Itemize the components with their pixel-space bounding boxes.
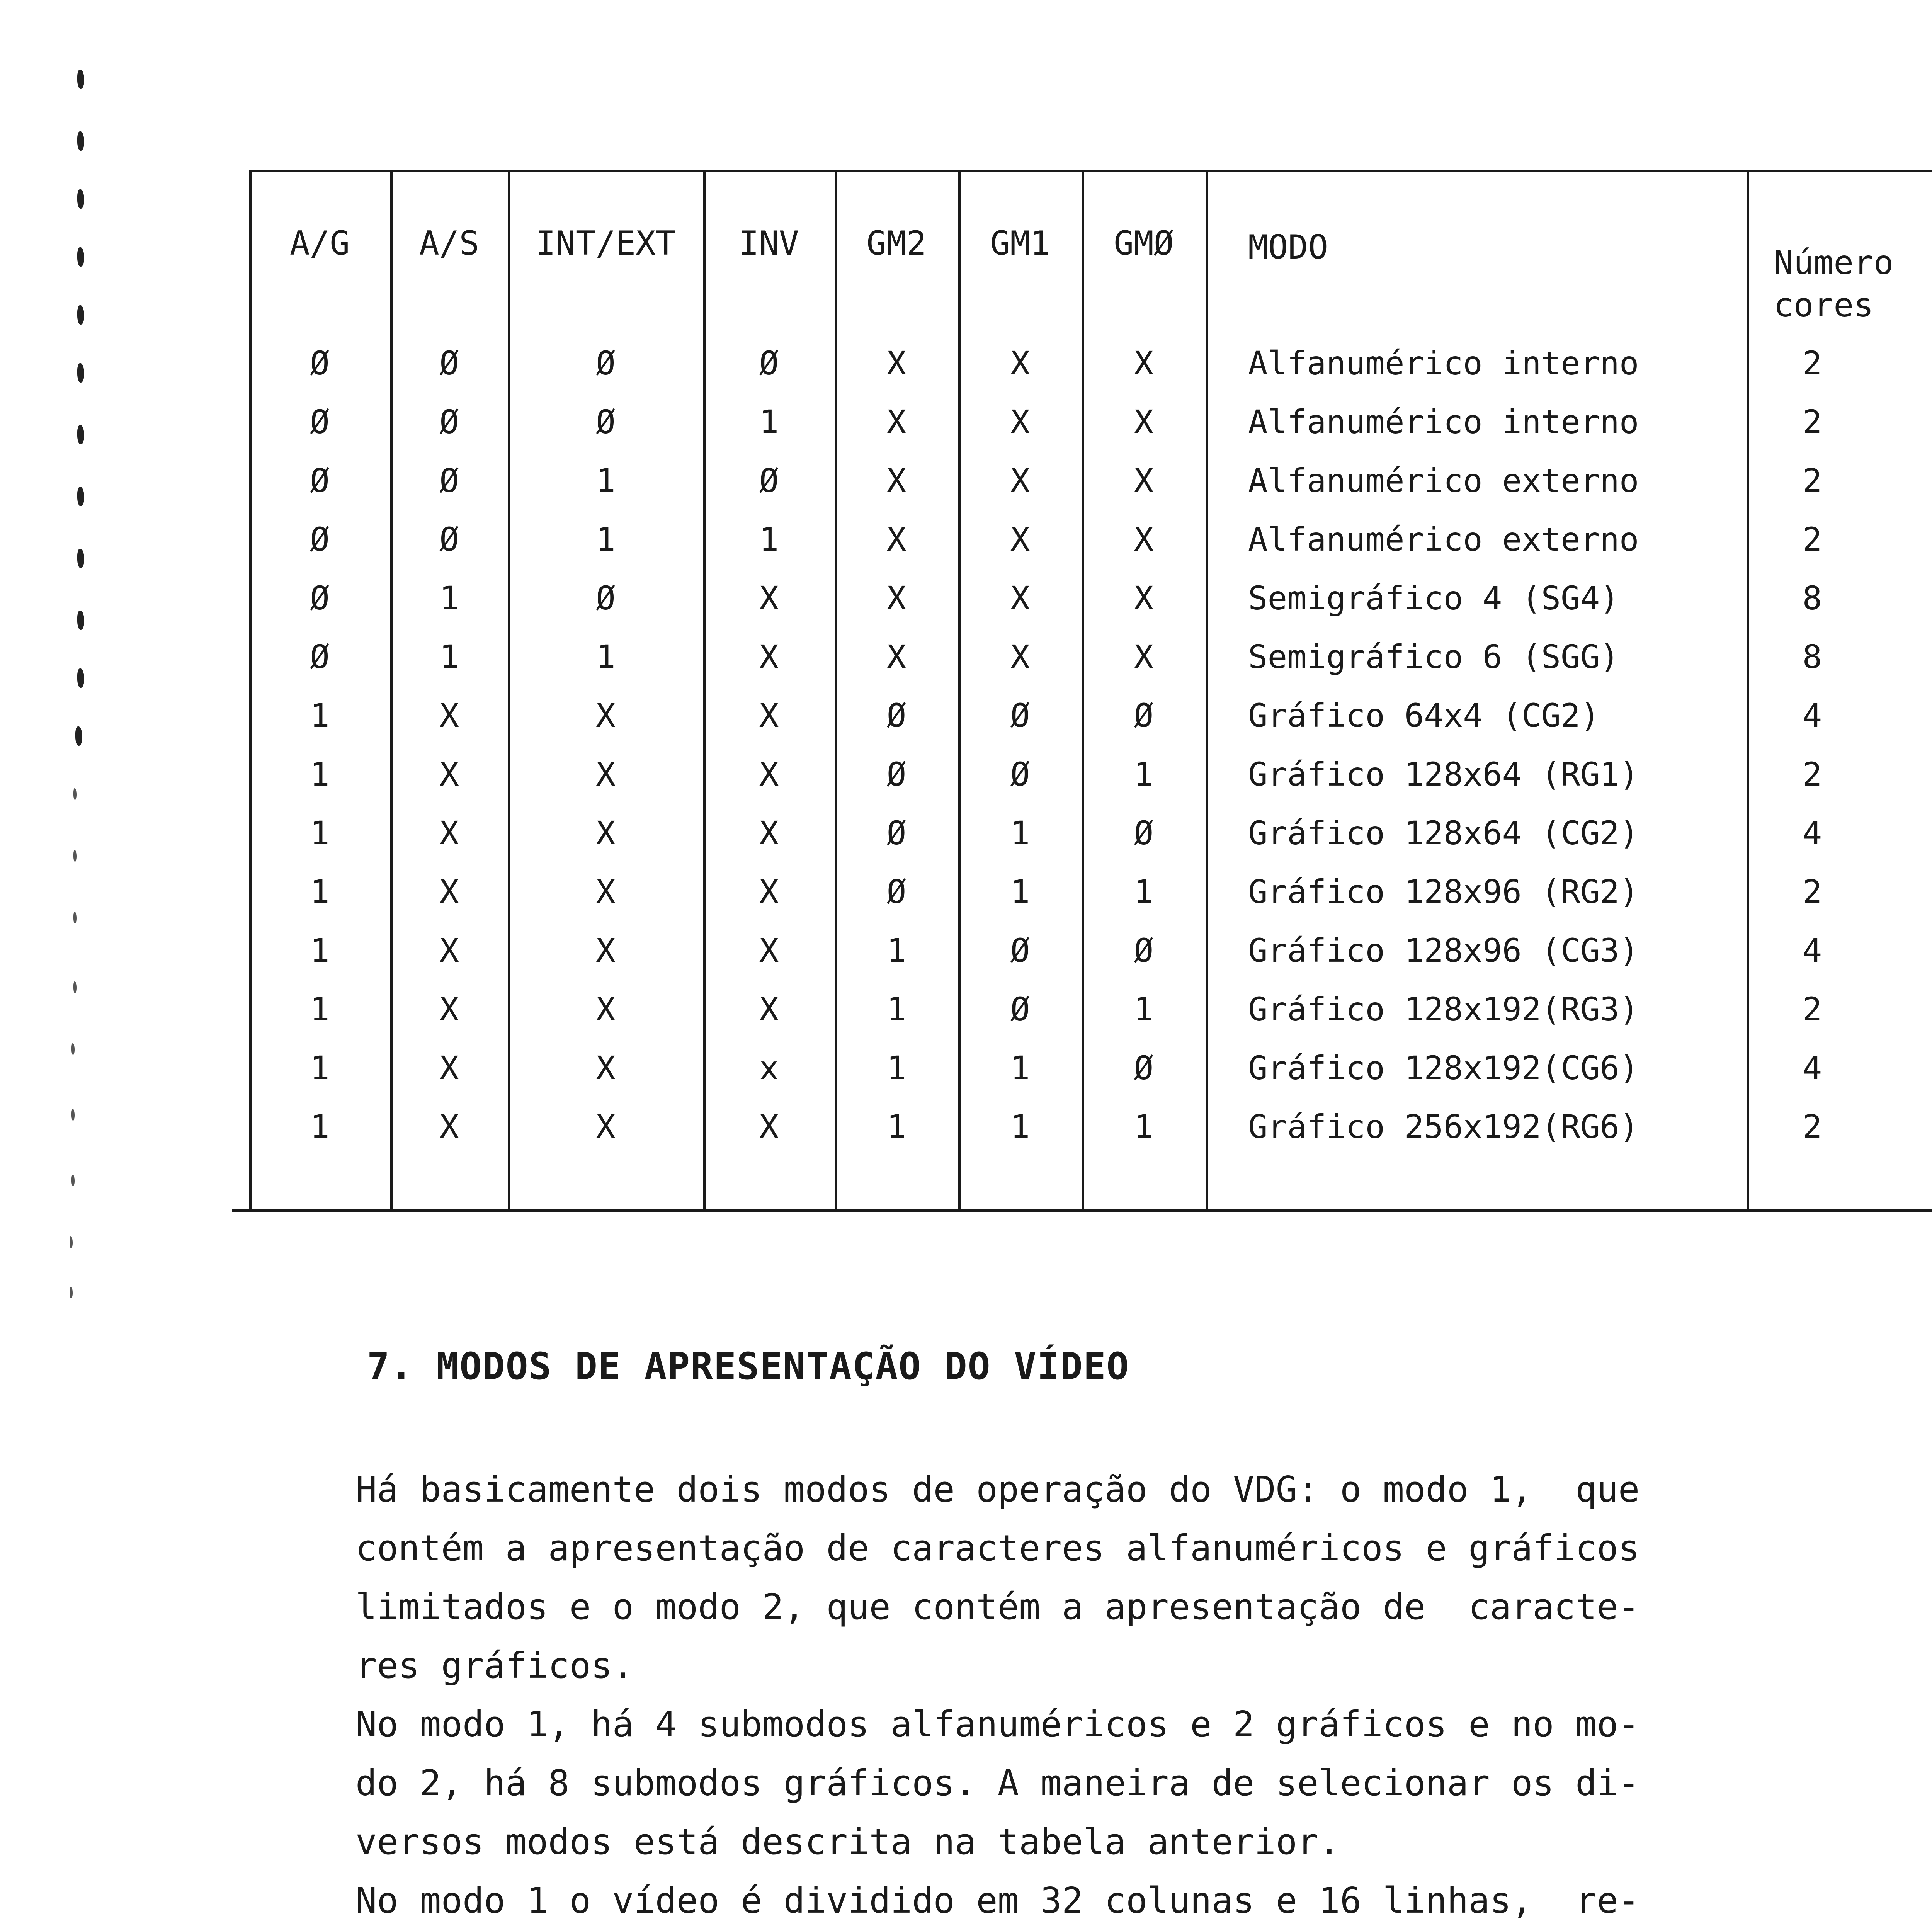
cell-as: X [439, 1049, 459, 1087]
col-divider [1206, 170, 1208, 1212]
cell-gm0: X [1134, 520, 1154, 558]
cell-as: 1 [439, 579, 459, 617]
cell-modo: Alfanumérico interno [1248, 344, 1639, 382]
cell-cores: 8 [1802, 579, 1822, 617]
cell-modo: Gráfico 128x192(RG3) [1248, 990, 1639, 1028]
cell-gm0: X [1134, 579, 1154, 617]
cell-int-ext: X [596, 1108, 616, 1146]
header-modo: MODO [1248, 228, 1328, 267]
cell-ag: 1 [310, 990, 330, 1028]
header-numero: Número [1774, 243, 1894, 282]
cell-modo: Semigráfico 4 (SG4) [1248, 579, 1619, 617]
cell-inv: X [759, 1108, 779, 1146]
cell-gm1: X [1010, 403, 1030, 441]
cell-gm0: Ø [1134, 814, 1154, 852]
cell-cores: 2 [1802, 873, 1822, 911]
cell-as: Ø [439, 462, 459, 500]
cell-as: 1 [439, 638, 459, 676]
cell-modo: Gráfico 256x192(RG6) [1248, 1108, 1639, 1146]
header-gm0: GMØ [1114, 224, 1174, 263]
cell-cores: 2 [1802, 520, 1822, 558]
cell-gm0: Ø [1134, 697, 1154, 735]
cell-inv: X [759, 814, 779, 852]
cell-gm1: Ø [1010, 697, 1030, 735]
cell-modo: Alfanumérico externo [1248, 520, 1639, 558]
cell-cores: 4 [1802, 814, 1822, 852]
cell-inv: Ø [759, 462, 779, 500]
cell-ag: Ø [310, 638, 330, 676]
header-as: A/S [419, 224, 480, 263]
cell-modo: Gráfico 128x96 (CG3) [1248, 932, 1639, 969]
cell-gm1: X [1010, 344, 1030, 382]
cell-gm0: 1 [1134, 990, 1154, 1028]
mode-table [232, 170, 1932, 1221]
cell-as: X [439, 873, 459, 911]
cell-gm0: X [1134, 403, 1154, 441]
cell-gm2: 1 [886, 1108, 906, 1146]
cell-gm2: X [886, 403, 906, 441]
cell-int-ext: X [596, 814, 616, 852]
cell-gm2: Ø [886, 755, 906, 793]
cell-ag: Ø [310, 462, 330, 500]
body-line: No modo 1 o vídeo é dividido em 32 colunas e 16 linhas, re- [355, 1880, 1640, 1921]
cell-gm1: 1 [1010, 1108, 1030, 1146]
body-line: contém a apresentação de caracteres alfanuméricos e gráficos [355, 1527, 1640, 1569]
cell-gm2: 1 [886, 990, 906, 1028]
cell-cores: 2 [1802, 344, 1822, 382]
cell-gm0: 1 [1134, 755, 1154, 793]
cell-inv: Ø [759, 344, 779, 382]
cell-cores: 2 [1802, 1108, 1822, 1146]
cell-inv: X [759, 755, 779, 793]
cell-ag: 1 [310, 873, 330, 911]
cell-modo: Gráfico 128x96 (RG2) [1248, 873, 1639, 911]
cell-int-ext: X [596, 932, 616, 969]
cell-int-ext: 1 [596, 638, 616, 676]
cell-gm0: Ø [1134, 932, 1154, 969]
cell-gm1: 1 [1010, 873, 1030, 911]
header-gm2: GM2 [866, 224, 927, 263]
cell-gm1: 1 [1010, 814, 1030, 852]
cell-gm0: X [1134, 462, 1154, 500]
cell-as: Ø [439, 344, 459, 382]
cell-int-ext: X [596, 990, 616, 1028]
cell-ag: Ø [310, 520, 330, 558]
cell-modo: Gráfico 128x192(CG6) [1248, 1049, 1639, 1087]
cell-inv: 1 [759, 403, 779, 441]
cell-ag: Ø [310, 579, 330, 617]
body-line: Há basicamente dois modos de operação do VDG: o modo 1, que [355, 1469, 1640, 1510]
cell-gm2: X [886, 579, 906, 617]
cell-int-ext: X [596, 873, 616, 911]
cell-ag: 1 [310, 1108, 330, 1146]
cell-cores: 4 [1802, 697, 1822, 735]
header-int-ext: INT/EXT [536, 224, 676, 263]
cell-gm2: Ø [886, 697, 906, 735]
cell-as: Ø [439, 520, 459, 558]
cell-ag: Ø [310, 403, 330, 441]
body-line: limitados e o modo 2, que contém a apresentação de caracte- [355, 1586, 1640, 1628]
cell-gm1: Ø [1010, 932, 1030, 969]
cell-ag: Ø [310, 344, 330, 382]
body-line: do 2, há 8 submodos gráficos. A maneira de selecionar os di- [355, 1762, 1640, 1804]
cell-int-ext: 1 [596, 520, 616, 558]
body-line [355, 1930, 1618, 1932]
table-top-rule [249, 170, 1932, 172]
cell-modo: Gráfico 128x64 (CG2) [1248, 814, 1639, 852]
cell-ag: 1 [310, 697, 330, 735]
cell-inv: X [759, 638, 779, 676]
cell-inv: X [759, 873, 779, 911]
cell-gm2: X [886, 520, 906, 558]
cell-inv: X [759, 990, 779, 1028]
cell-gm2: X [886, 638, 906, 676]
cell-inv: X [759, 579, 779, 617]
cell-modo: Gráfico 64x4 (CG2) [1248, 697, 1600, 735]
cell-gm1: Ø [1010, 755, 1030, 793]
header-inv: INV [739, 224, 799, 263]
body-line: res gráficos. [355, 1645, 634, 1686]
cell-int-ext: Ø [596, 403, 616, 441]
cell-int-ext: X [596, 697, 616, 735]
cell-gm1: X [1010, 638, 1030, 676]
cell-gm1: X [1010, 579, 1030, 617]
cell-inv: x [759, 1049, 779, 1087]
cell-cores: 2 [1802, 462, 1822, 500]
cell-gm2: 1 [886, 932, 906, 969]
cell-gm1: X [1010, 462, 1030, 500]
cell-inv: 1 [759, 520, 779, 558]
cell-int-ext: Ø [596, 579, 616, 617]
cell-int-ext: Ø [596, 344, 616, 382]
cell-modo: Alfanumérico interno [1248, 403, 1639, 441]
cell-int-ext: 1 [596, 462, 616, 500]
header-cores: cores [1774, 286, 1874, 325]
header-ag: A/G [289, 224, 350, 263]
cell-as: X [439, 932, 459, 969]
cell-gm2: X [886, 344, 906, 382]
cell-ag: 1 [310, 1049, 330, 1087]
cell-gm0: 1 [1134, 873, 1154, 911]
cell-gm0: Ø [1134, 1049, 1154, 1087]
cell-cores: 4 [1802, 932, 1822, 969]
cell-gm2: 1 [886, 1049, 906, 1087]
cell-inv: X [759, 932, 779, 969]
cell-cores: 8 [1802, 638, 1822, 676]
cell-as: X [439, 814, 459, 852]
cell-gm1: Ø [1010, 990, 1030, 1028]
cell-ag: 1 [310, 755, 330, 793]
cell-as: X [439, 1108, 459, 1146]
cell-gm1: X [1010, 520, 1030, 558]
cell-as: X [439, 755, 459, 793]
cell-ag: 1 [310, 932, 330, 969]
cell-modo: Alfanumérico externo [1248, 462, 1639, 500]
cell-as: X [439, 990, 459, 1028]
section-title: 7. MODOS DE APRESENTAÇÃO DO VÍDEO [367, 1345, 1130, 1388]
cell-ag: 1 [310, 814, 330, 852]
cell-inv: X [759, 697, 779, 735]
cell-gm2: Ø [886, 873, 906, 911]
cell-gm2: X [886, 462, 906, 500]
cell-gm0: X [1134, 344, 1154, 382]
body-line: versos modos está descrita na tabela anterior. [355, 1821, 1340, 1862]
cell-as: X [439, 697, 459, 735]
cell-modo: Semigráfico 6 (SGG) [1248, 638, 1619, 676]
cell-cores: 2 [1802, 755, 1822, 793]
cell-gm0: X [1134, 638, 1154, 676]
cell-modo: Gráfico 128x64 (RG1) [1248, 755, 1639, 793]
cell-cores: 2 [1802, 403, 1822, 441]
cell-gm1: 1 [1010, 1049, 1030, 1087]
cell-cores: 2 [1802, 990, 1822, 1028]
cell-as: Ø [439, 403, 459, 441]
cell-gm2: Ø [886, 814, 906, 852]
cell-cores: 4 [1802, 1049, 1822, 1087]
body-line: No modo 1, há 4 submodos alfanuméricos e 2 gráficos e no mo- [355, 1704, 1640, 1745]
header-gm1: GM1 [990, 224, 1050, 263]
cell-int-ext: X [596, 1049, 616, 1087]
cell-int-ext: X [596, 755, 616, 793]
cell-gm0: 1 [1134, 1108, 1154, 1146]
